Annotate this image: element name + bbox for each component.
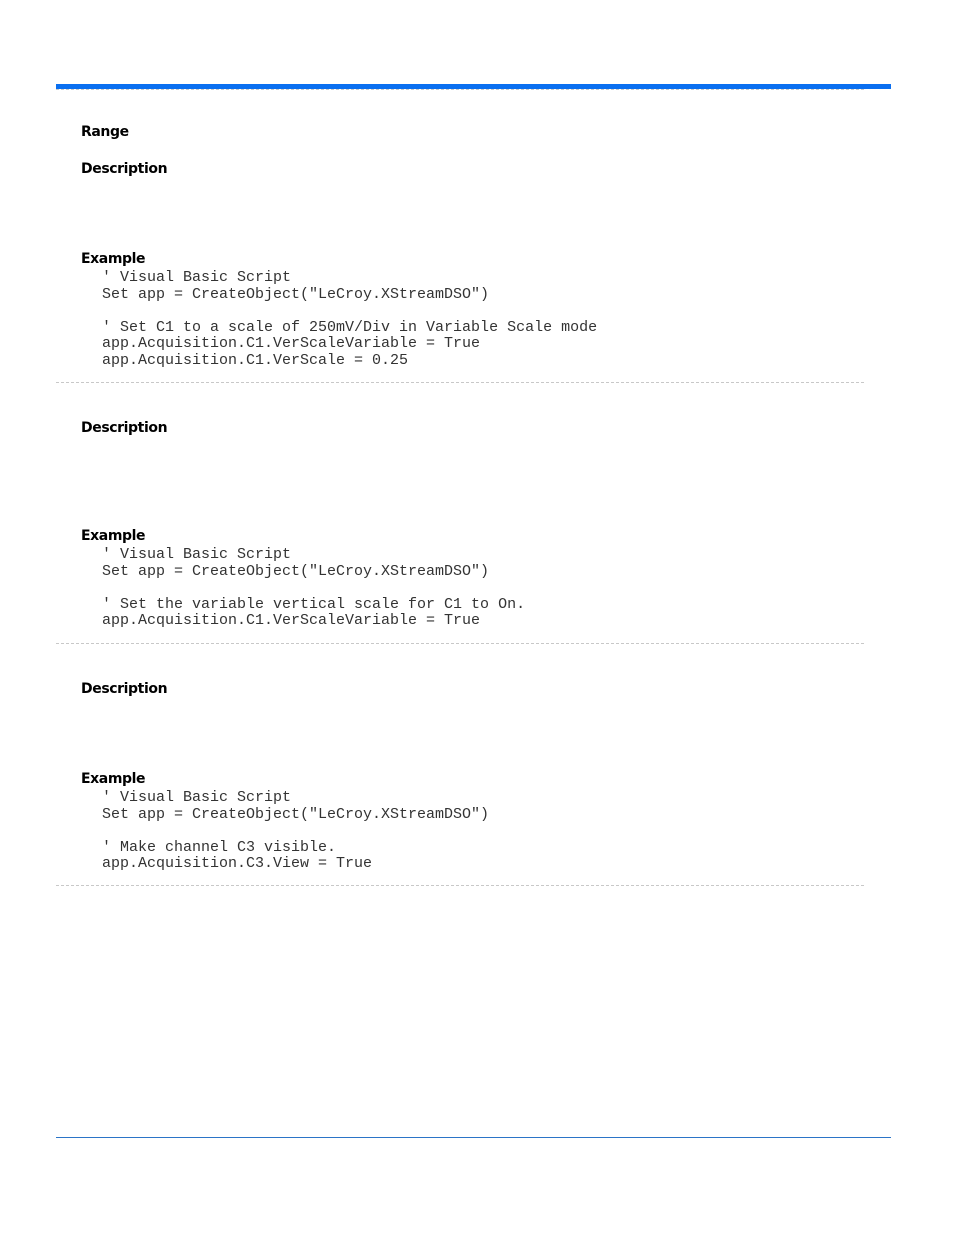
code-line: ' Make channel C3 visible. bbox=[102, 838, 337, 856]
code-block bbox=[102, 790, 489, 873]
code-line: ' Visual Basic Script bbox=[102, 269, 292, 286]
section-divider bbox=[56, 643, 864, 644]
code-line: ' Visual Basic Script bbox=[102, 789, 292, 806]
example-heading: Example bbox=[81, 771, 146, 787]
code-block bbox=[102, 270, 597, 370]
code-line: ' Set the variable vertical scale for C1 to On. bbox=[102, 595, 526, 613]
code-line: ' Visual Basic Script bbox=[102, 546, 292, 563]
code-line: app.Acquisition.C1.VerScaleVariable = True bbox=[102, 335, 481, 353]
section-divider bbox=[56, 885, 864, 886]
code-line: Set app = CreateObject("LeCroy.XStreamDSO") bbox=[102, 805, 490, 823]
code-block bbox=[102, 547, 525, 630]
footer-rule bbox=[56, 1137, 891, 1138]
range-heading: Range bbox=[81, 124, 129, 140]
code-line: ' Set C1 to a scale of 250mV/Div in Variable Scale mode bbox=[102, 318, 598, 336]
example-heading: Example bbox=[81, 251, 146, 267]
example-heading: Example bbox=[81, 528, 146, 544]
code-line bbox=[102, 823, 489, 840]
code-line: app.Acquisition.C1.VerScaleVariable = True bbox=[102, 612, 481, 630]
code-line: Set app = CreateObject("LeCroy.XStreamDSO") bbox=[102, 285, 490, 303]
code-line: app.Acquisition.C1.VerScale = 0.25 bbox=[102, 351, 409, 369]
code-line bbox=[102, 580, 525, 597]
description-heading: Description bbox=[81, 681, 168, 697]
description-heading: Description bbox=[81, 161, 168, 177]
code-line bbox=[102, 303, 597, 320]
header-dashed-rule bbox=[56, 89, 864, 90]
section-divider bbox=[56, 382, 864, 383]
description-heading: Description bbox=[81, 420, 168, 436]
code-line: Set app = CreateObject("LeCroy.XStreamDSO") bbox=[102, 562, 490, 580]
code-line: app.Acquisition.C3.View = True bbox=[102, 855, 373, 873]
